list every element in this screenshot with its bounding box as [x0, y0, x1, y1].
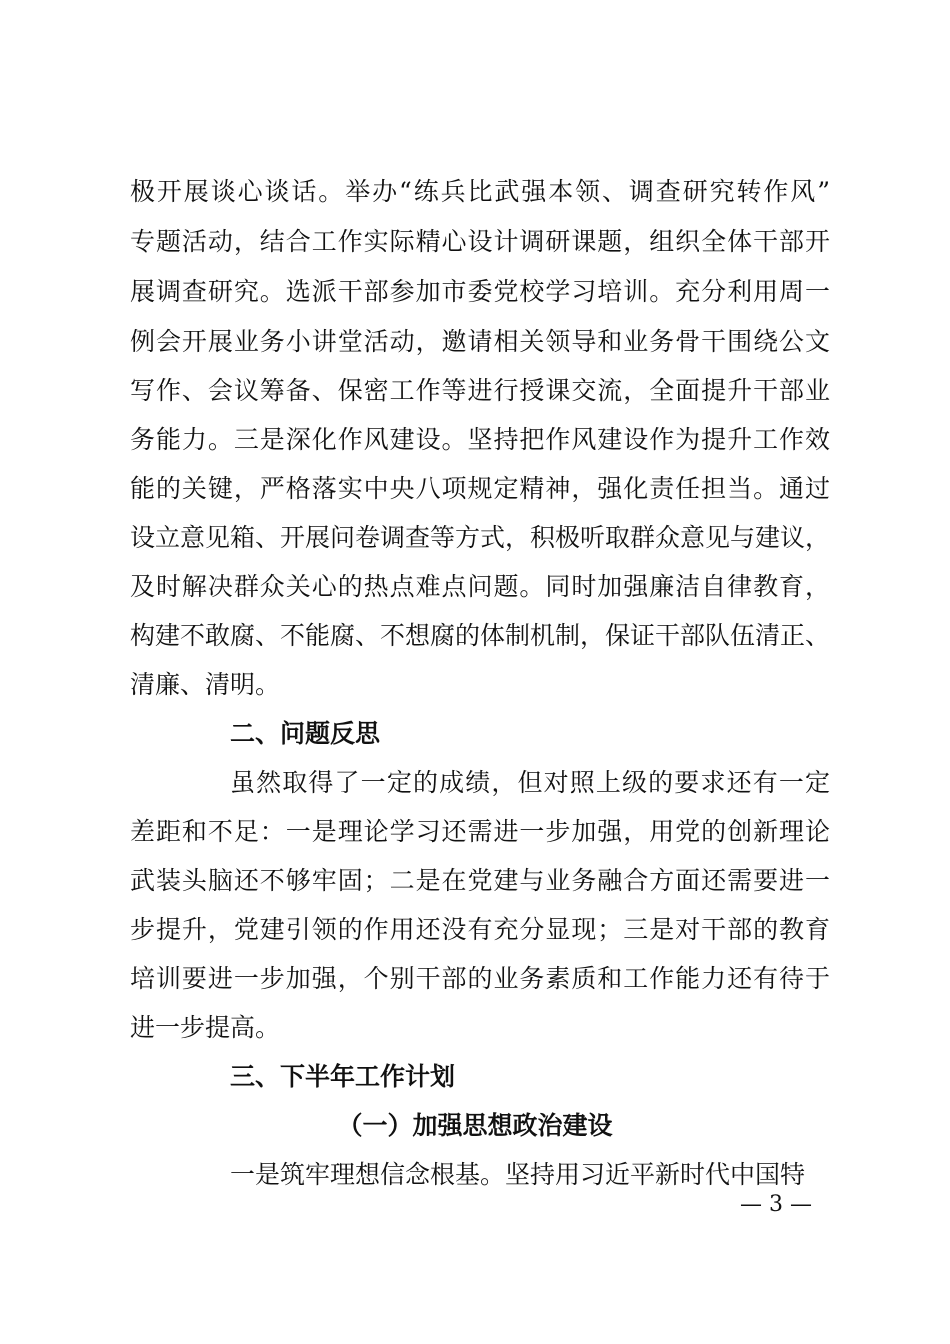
paragraph-line: 写作、会议筹备、保密工作等进行授课交流，全面提升干部业 [130, 376, 830, 405]
paragraph-line: 例会开展业务小讲堂活动，邀请相关领导和业务骨干围绕公文 [130, 327, 830, 356]
paragraph-line: 设立意见箱、开展问卷调查等方式，积极听取群众意见与建议， [130, 523, 831, 552]
paragraph-line: 一是筑牢理想信念根基。坚持用习近平新时代中国特 [230, 1160, 806, 1189]
page-number: — 3 — [740, 1192, 812, 1217]
paragraph-line: 及时解决群众关心的热点难点问题。同时加强廉洁自律教育， [130, 572, 830, 601]
section-heading-problems: 二、问题反思 [230, 719, 381, 748]
paragraph-line: 展调查研究。选派干部参加市委党校学习培训。充分利用周一 [130, 277, 830, 306]
paragraph-line: 步提升，党建引领的作用还没有充分显现；三是对干部的教育 [130, 915, 830, 944]
paragraph-line: 培训要进一步加强，个别干部的业务素质和工作能力还有待于 [130, 964, 830, 993]
paragraph-line: 专题活动，结合工作实际精心设计调研课题，组织全体干部开 [130, 227, 830, 256]
subsection-heading: （一）加强思想政治建设 [337, 1111, 613, 1140]
paragraph-line: 务能力。三是深化作风建设。坚持把作风建设作为提升工作效 [130, 425, 830, 454]
paragraph-line: 虽然取得了一定的成绩，但对照上级的要求还有一定 [230, 768, 830, 797]
paragraph-line: 极开展谈心谈话。举办“练兵比武强本领、调查研究转作风” [130, 177, 830, 206]
paragraph-line: 差距和不足：一是理论学习还需进一步加强，用党的创新理论 [130, 817, 830, 846]
paragraph-line: 构建不敢腐、不能腐、不想腐的体制机制，保证干部队伍清正、 [130, 621, 831, 650]
paragraph-line: 能的关键，严格落实中央八项规定精神，强化责任担当。通过 [130, 474, 830, 503]
paragraph-line: 清廉、清明。 [130, 670, 281, 699]
section-heading-plan: 三、下半年工作计划 [230, 1062, 456, 1091]
paragraph-line: 武装头脑还不够牢固；二是在党建与业务融合方面还需要进一 [130, 866, 830, 895]
paragraph-line: 进一步提高。 [130, 1013, 281, 1042]
